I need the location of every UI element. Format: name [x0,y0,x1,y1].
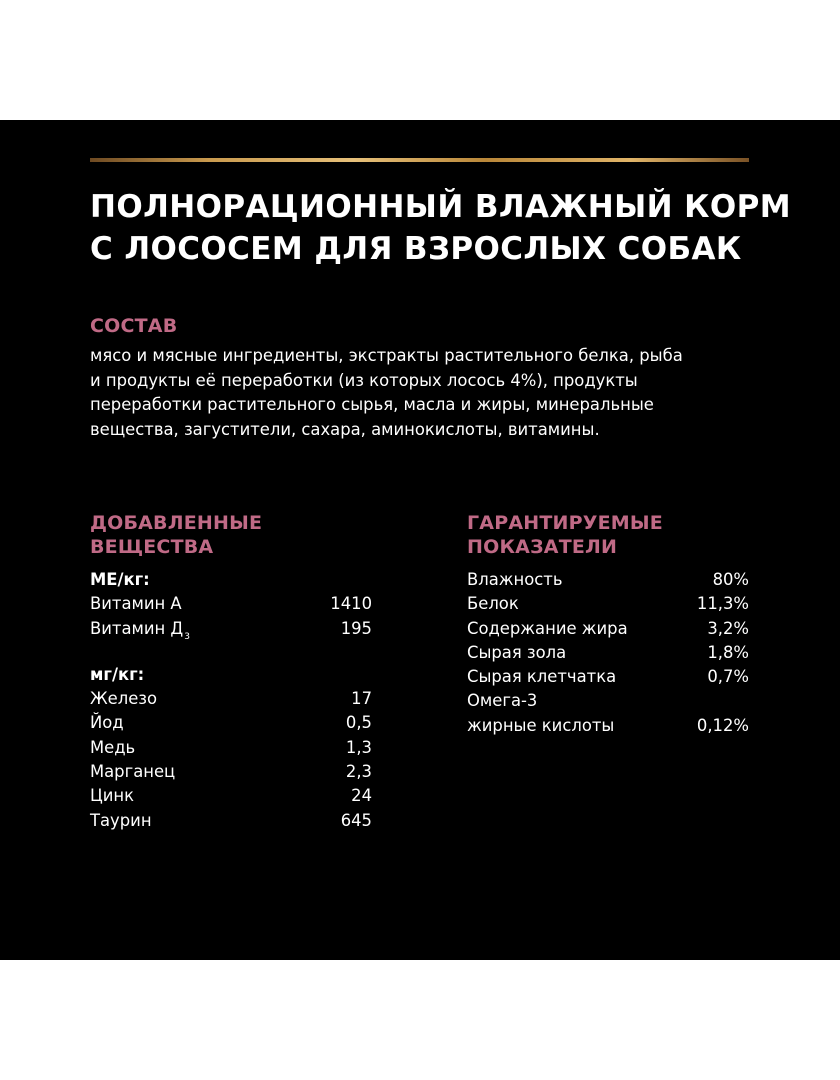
additive-row [90,711,372,735]
additive-row-vitamin-a [90,592,372,616]
additive-row [90,736,372,760]
guaranteed-heading [467,511,767,559]
additive-value: 195 [340,618,372,638]
additive-row [90,687,372,711]
additive-row-vitamin-d [90,617,372,644]
additive-label: Витамин А [90,594,182,614]
composition-line: переработки растительного сырья, масла и жиры, минеральные [90,395,654,414]
analysis-value: 0,12% [696,715,749,735]
analysis-row [467,617,749,641]
analysis-label: Содержание жира [467,618,628,638]
additive-row [90,809,372,833]
gold-divider [90,158,749,162]
additive-value: 2,3 [345,762,372,782]
product-title [90,186,792,270]
composition-line: и продукты её переработки (из которых лосось 4%), продукты [90,370,638,390]
composition-line: вещества, загустители, сахара, аминокислоты, витамины. [90,419,600,439]
additive-value: 1,3 [345,737,372,757]
composition-line: мясо и мясные ингредиенты, экстракты растительного белка, рыба [90,346,683,365]
additive-label: Таурин [90,810,152,830]
composition-text [90,344,770,442]
analysis-row [467,568,749,592]
analysis-value: 1,8% [707,642,749,662]
analysis-row [467,592,749,616]
analysis-label: Белок [467,594,519,614]
additive-label: Железо [90,689,158,709]
additive-value: 17 [351,689,372,709]
guaranteed-heading-line-1: ГАРАНТИРУЕМЫЕ [467,512,663,534]
analysis-value: 11,3% [696,594,749,614]
additive-value: 24 [351,786,372,806]
additive-row [90,760,372,784]
analysis-label: Сырая зола [467,642,567,662]
additive-label [90,617,190,644]
guaranteed-heading-line-2: ПОКАЗАТЕЛИ [467,536,618,558]
additive-label: Марганец [90,762,176,782]
additives-heading-line-2: ВЕЩЕСТВА [90,536,214,558]
vitamin-d-label: Витамин Д [90,618,184,638]
analysis-label: Омега-3 [467,691,538,711]
analysis-label: Влажность [467,570,563,589]
unit-label-mg: мг/кг: [90,664,145,684]
composition-heading: СОСТАВ [90,315,178,337]
analysis-label: жирные кислоты [467,715,615,735]
additives-list [90,568,372,833]
additives-heading-line-1: ДОБАВЛЕННЫЕ [90,512,263,534]
additive-value: 0,5 [345,713,372,733]
info-panel [0,120,840,960]
guaranteed-list [467,568,749,738]
analysis-row-omega [467,714,749,738]
analysis-label: Сырая клетчатка [467,667,617,687]
unit-label-iu: МЕ/кг: [90,570,150,589]
additive-label: Медь [90,737,136,757]
additive-label: Цинк [90,786,134,806]
title-line-2: С ЛОСОСЕМ ДЛЯ ВЗРОСЛЫХ СОБАК [90,231,742,267]
additive-value: 1410 [330,594,372,614]
analysis-row [467,641,749,665]
additive-value: 645 [340,810,372,830]
additive-label: Йод [90,713,124,733]
vitamin-d-subscript: 3 [184,631,190,642]
analysis-value: 3,2% [707,618,749,638]
analysis-value: 0,7% [707,667,749,687]
analysis-row-omega-label [467,689,749,713]
additives-heading [90,511,390,559]
title-line-1: ПОЛНОРАЦИОННЫЙ ВЛАЖНЫЙ КОРМ [90,189,792,225]
analysis-row [467,665,749,689]
analysis-value: 80% [712,570,749,589]
additive-row [90,784,372,808]
